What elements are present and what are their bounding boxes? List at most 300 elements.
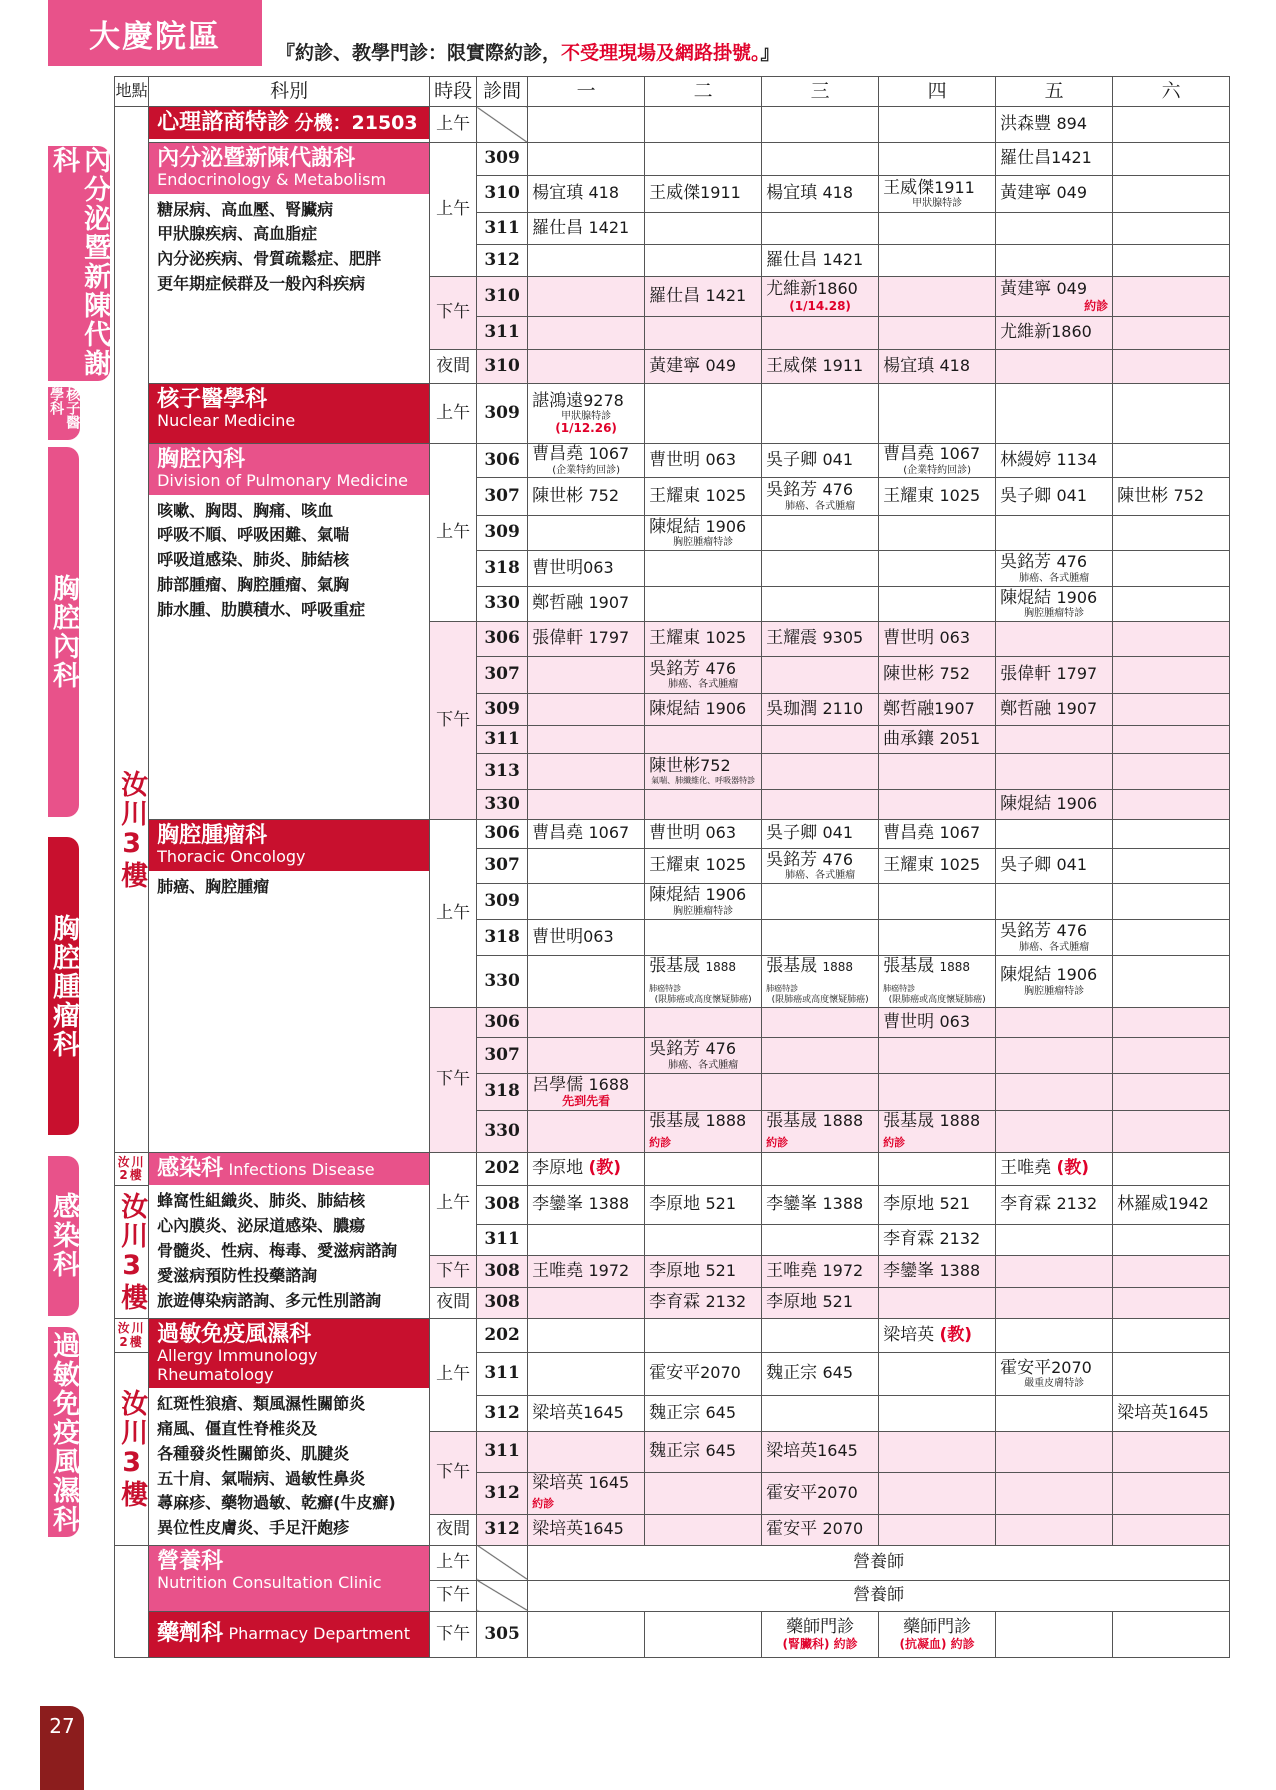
doctor-id: 2132 [705, 1292, 747, 1312]
slot-empty [1113, 884, 1230, 920]
doctor-slot [528, 478, 645, 516]
pharmacist-label: 藥師門診 [786, 1617, 855, 1638]
doctor-id: 1421 [588, 217, 630, 237]
category-endo [48, 143, 115, 384]
slot-empty [879, 1431, 996, 1472]
doctor-slot [762, 444, 879, 478]
schedule-row [48, 820, 1230, 849]
room-cell: 311 [477, 317, 528, 350]
doctor-id: 1421 [822, 249, 864, 269]
doctor-slot [528, 587, 645, 622]
appointment-notice [276, 38, 780, 65]
doctor-name: 王耀東 [883, 855, 935, 876]
doctor-name: 王耀震 [766, 628, 818, 649]
slot-empty [1113, 1110, 1230, 1152]
slot-empty [762, 516, 879, 551]
category-chest [48, 444, 115, 820]
doctor-name: 王耀東 [883, 485, 935, 506]
slot-empty [1113, 1288, 1230, 1319]
doctor-name: 吳銘芳 [766, 849, 818, 870]
header-row [48, 77, 1230, 107]
doctor-slot [879, 478, 996, 516]
floor-label: 汝川3樓 [116, 1389, 148, 1509]
room-cell-empty [477, 1580, 528, 1611]
room-cell: 330 [477, 956, 528, 1008]
doctor-name: 尤維新 [766, 279, 818, 300]
session-cell: 夜間 [430, 350, 477, 384]
dept-endo-title [149, 143, 429, 194]
room-cell: 309 [477, 884, 528, 920]
slot-empty [996, 1256, 1113, 1288]
desc-line: 紅斑性狼瘡、類風濕性關節炎 [157, 1394, 366, 1414]
room-cell: 310 [477, 176, 528, 213]
doctor-slot [645, 277, 762, 317]
dept-oncology-title [149, 820, 429, 871]
slot-empty [879, 1153, 996, 1186]
slot-empty [528, 1431, 645, 1472]
slot-empty [996, 1037, 1113, 1073]
doctor-id: 1972 [822, 1260, 864, 1280]
category-nutrition [48, 1545, 115, 1611]
slot-empty [762, 726, 879, 754]
room-cell: 306 [477, 622, 528, 657]
dept-allergy-title [149, 1319, 429, 1388]
slot-empty [879, 143, 996, 176]
doctor-name: 魏正宗 [649, 1402, 701, 1423]
slot-empty [1113, 1611, 1230, 1657]
note-kidney: (腎臟科) [782, 1636, 830, 1651]
slot-empty [645, 143, 762, 176]
doctor-id: 521 [822, 1292, 854, 1312]
doctor-name: 張基晟 [766, 956, 818, 976]
doctor-name: 李原地 [649, 1194, 701, 1215]
slot-empty [996, 1611, 1113, 1657]
dept-nutrition [149, 1545, 430, 1611]
room-cell: 313 [477, 754, 528, 790]
room-cell: 312 [477, 1472, 528, 1514]
slot-empty [879, 551, 996, 587]
doctor-name: 吳銘芳 [1000, 552, 1052, 573]
doctor-name: 諶鴻遠 [532, 390, 584, 411]
slot-empty [645, 317, 762, 350]
dept-oncology-name: 胸腔腫瘤科 [157, 823, 268, 848]
doctor-name: 霍安平 [766, 1482, 818, 1503]
doctor-slot [762, 694, 879, 726]
doctor-id: 476 [822, 849, 854, 869]
slot-empty [762, 884, 879, 920]
doctor-slot [645, 516, 762, 551]
slot-empty [996, 1395, 1113, 1431]
doctor-slot [762, 849, 879, 884]
doctor-name: 李原地 [532, 1158, 584, 1179]
doctor-name: 李育霖 [1000, 1194, 1052, 1215]
slot-empty [762, 587, 879, 622]
desc-line: 甲狀腺疾病、高血脂症 [157, 224, 318, 244]
dept-nuclear-name: 核子醫學科 [157, 387, 268, 412]
schedule-row [48, 444, 1230, 478]
doctor-slot [762, 820, 879, 849]
doctor-name: 吳珈潤 [766, 698, 818, 719]
doctor-name: 呂學儒 [532, 1074, 584, 1095]
slot-empty [879, 277, 996, 317]
slot-empty [762, 107, 879, 143]
doctor-name: 吳子卿 [766, 823, 818, 844]
doctor-id: 063 [939, 628, 971, 648]
doctor-id: 1388 [588, 1194, 630, 1214]
doctor-id: 1907 [1056, 698, 1098, 718]
desc-line: 五十肩、氣喘病、過敏性鼻炎 [157, 1468, 366, 1488]
doctor-slot [645, 350, 762, 384]
doctor-name: 曹昌堯 [532, 823, 584, 844]
doctor-name: 霍安平 [649, 1363, 701, 1384]
dietitian-slot: 營養師 [528, 1545, 1230, 1580]
session-cell: 下午 [430, 277, 477, 350]
slot-empty [996, 384, 1113, 444]
doctor-slot [762, 1611, 879, 1657]
desc-line: 蕁麻疹、藥物過敏、乾癬(牛皮癬) [157, 1493, 396, 1513]
doctor-note: (企業特約回診) [903, 464, 971, 476]
doctor-name: 王威傑 [883, 177, 935, 198]
day-header-mon: 一 [528, 77, 645, 107]
desc-line: 肺癌、胸腔腫瘤 [157, 876, 270, 896]
slot-empty [1113, 726, 1230, 754]
slot-empty [996, 516, 1113, 551]
session-cell: 上午 [430, 1319, 477, 1432]
slot-empty [996, 350, 1113, 384]
doctor-name: 李原地 [766, 1292, 818, 1313]
doctor-id: 521 [939, 1194, 971, 1214]
desc-line: 骨髓炎、性病、梅毒、愛滋病諮詢 [157, 1240, 398, 1260]
doctor-note: 氣喘、肺纖維化、呼吸器特診 [651, 775, 756, 785]
room-cell: 309 [477, 384, 528, 444]
doctor-id: 1688 [588, 1074, 630, 1094]
doctor-id: 1421 [705, 285, 747, 305]
slot-empty [1113, 622, 1230, 657]
slot-empty [1113, 1431, 1230, 1472]
doctor-id: 1906 [705, 698, 747, 718]
room-cell: 311 [477, 726, 528, 754]
desc-line: 呼吸道感染、肺炎、肺結核 [157, 550, 350, 570]
doctor-name: 李育霖 [649, 1292, 701, 1313]
doctor-slot [645, 820, 762, 849]
doctor-id: 1645 [817, 1441, 858, 1461]
slot-empty [996, 1431, 1113, 1472]
dept-psych-ext: 分機：21503 [294, 112, 418, 134]
category-empty [48, 107, 115, 143]
category-chest-pill: 胸腔內科 [48, 447, 79, 817]
doctor-slot [645, 1288, 762, 1319]
doctor-name: 吳銘芳 [649, 658, 701, 679]
doctor-id: 1025 [939, 485, 981, 505]
room-cell: 312 [477, 245, 528, 277]
slot-empty [645, 1514, 762, 1545]
slot-empty [528, 726, 645, 754]
slot-empty [1113, 277, 1230, 317]
doctor-id: 1911 [700, 183, 741, 203]
doctor-id: 1421 [1051, 148, 1092, 168]
slot-empty [1113, 1514, 1230, 1545]
doctor-note: (企業特約回診) [552, 464, 620, 476]
session-cell: 上午 [430, 1153, 477, 1256]
session-cell: 下午 [430, 1007, 477, 1152]
doctor-slot [996, 790, 1113, 820]
campus-tab: 大慶院區 [48, 0, 262, 66]
doctor-name: 吳銘芳 [649, 1039, 701, 1060]
room-cell: 307 [477, 849, 528, 884]
day-header-sat: 六 [1113, 77, 1230, 107]
doctor-name: 梁培英 [532, 1402, 584, 1423]
slot-empty [645, 1472, 762, 1514]
doctor-slot [996, 143, 1113, 176]
room-cell: 307 [477, 657, 528, 694]
slot-empty [528, 694, 645, 726]
session-header: 時段 [430, 77, 477, 107]
room-cell: 311 [477, 1431, 528, 1472]
doctor-id: 1906 [705, 885, 747, 905]
slot-empty [762, 920, 879, 956]
doctor-slot [1113, 1186, 1230, 1225]
doctor-id: 752 [700, 756, 731, 776]
slot-empty [1113, 176, 1230, 213]
floor-cell [115, 1353, 149, 1546]
doctor-slot [528, 1514, 645, 1545]
slot-empty [645, 587, 762, 622]
slot-empty [879, 1472, 996, 1514]
dept-nuclear-en: Nuclear Medicine [157, 411, 296, 431]
session-cell: 夜間 [430, 1514, 477, 1545]
slot-empty [996, 1288, 1113, 1319]
slot-empty [645, 1007, 762, 1037]
doctor-note: (限肺癌或高度懷疑肺癌) [888, 995, 986, 1006]
category-header-spacer [48, 77, 115, 107]
notice-part-c: 』 [760, 42, 780, 64]
slot-empty [879, 245, 996, 277]
doctor-id: 063 [705, 449, 737, 469]
slot-empty [528, 1225, 645, 1256]
dept-pharmacy [149, 1611, 430, 1657]
doctor-slot [762, 176, 879, 213]
clinic-schedule-table [48, 76, 1230, 1658]
note-appt: 約診 [950, 1636, 975, 1651]
room-cell: 308 [477, 1256, 528, 1288]
dept-allergy-en: Allergy Immunology Rheumatology [157, 1346, 318, 1384]
doctor-note: 嚴重皮膚特診 [1024, 1378, 1085, 1390]
slot-empty [645, 1153, 762, 1186]
doctor-slot [762, 1256, 879, 1288]
room-cell: 318 [477, 1073, 528, 1110]
doctor-slot [528, 920, 645, 956]
doctor-slot [645, 1256, 762, 1288]
dept-chest-title [149, 444, 429, 495]
dept-psych [149, 107, 430, 143]
slot-empty [528, 317, 645, 350]
doctor-slot [528, 444, 645, 478]
doctor-note: 約診 [649, 1135, 672, 1149]
dept-endo [149, 143, 430, 384]
dept-psych-name: 心理諮商特診 [157, 110, 290, 135]
slot-empty [528, 1288, 645, 1319]
doctor-name: 黃建寧 [1000, 279, 1052, 300]
floor-cell [115, 1186, 149, 1319]
slot-empty [1113, 1472, 1230, 1514]
doctor-note: (1/14.28) [789, 298, 851, 313]
slot-empty [1113, 1007, 1230, 1037]
slot-empty [762, 1225, 879, 1256]
doctor-note: 約診 [766, 1135, 789, 1149]
dept-endo-en: Endocrinology & Metabolism [157, 170, 387, 190]
doctor-id: 1906 [705, 516, 747, 536]
doctor-name: 曹世明 [532, 926, 584, 947]
doctor-slot [528, 213, 645, 245]
doctor-id: 1888 [939, 960, 971, 974]
doctor-slot [645, 754, 762, 790]
floor-label: 汝川2樓 [117, 1154, 146, 1183]
desc-line: 肺部腫瘤、胸腔腫瘤、氣胸 [157, 575, 350, 595]
doctor-id: 521 [705, 1194, 737, 1214]
doctor-id: 063 [705, 823, 737, 843]
slot-empty [762, 384, 879, 444]
floor-label: 汝川3樓 [116, 1192, 148, 1313]
room-header: 診間 [477, 77, 528, 107]
doctor-slot [762, 1472, 879, 1514]
doctor-name: 林羅威 [1117, 1194, 1169, 1215]
doctor-name: 王耀東 [649, 485, 701, 506]
room-cell: 312 [477, 1514, 528, 1545]
doctor-id: 645 [705, 1441, 737, 1461]
doctor-note: 肺癌、各式腫瘤 [668, 679, 739, 691]
slot-empty [645, 1073, 762, 1110]
session-cell: 上午 [430, 107, 477, 143]
doctor-slot [996, 1153, 1113, 1186]
doctor-slot [879, 1186, 996, 1225]
doctor-id: 049 [1056, 183, 1088, 203]
doctor-note: 肺癌、各式腫瘤 [668, 1059, 739, 1071]
doctor-name: 魏正宗 [766, 1363, 818, 1384]
dept-oncology [149, 820, 430, 1153]
slot-empty [762, 754, 879, 790]
session-cell: 上午 [430, 820, 477, 1008]
slot-empty [528, 956, 645, 1008]
slot-empty [528, 849, 645, 884]
doctor-name: 鄭哲融 [883, 698, 935, 719]
slot-empty [1113, 587, 1230, 622]
doctor-note: 先到先看 [562, 1094, 611, 1109]
doctor-id: 1906 [1056, 965, 1098, 985]
room-cell: 312 [477, 1395, 528, 1431]
doctor-id: 2132 [939, 1229, 981, 1249]
doctor-note: 約診 [532, 1497, 555, 1511]
slot-empty [996, 820, 1113, 849]
doctor-slot [1113, 1395, 1230, 1431]
category-endo-pill: 內分泌暨新陳代謝科 [48, 146, 110, 381]
slot-empty [1113, 350, 1230, 384]
doctor-note: 約診 [1084, 298, 1109, 313]
slot-empty [645, 726, 762, 754]
doctor-id: 2110 [822, 698, 864, 718]
doctor-id: 063 [583, 557, 614, 577]
doctor-name: 曲承鑲 [883, 728, 935, 749]
doctor-id: 1645 [583, 1402, 624, 1422]
slot-empty [996, 1110, 1113, 1152]
slot-empty [996, 754, 1113, 790]
doctor-note: (教) [1056, 1158, 1090, 1179]
doctor-slot [879, 726, 996, 754]
desc-line: 痛風、僵直性脊椎炎及 [157, 1418, 318, 1438]
doctor-slot [762, 478, 879, 516]
dept-chest-desc [149, 495, 429, 627]
doctor-id: 2070 [817, 1482, 858, 1502]
slot-empty [528, 1007, 645, 1037]
slot-empty [762, 1319, 879, 1353]
dept-infection-desc [149, 1185, 429, 1317]
doctor-id: 521 [705, 1260, 737, 1280]
doctor-id: 1906 [1056, 793, 1098, 813]
doctor-name: 尤維新 [1000, 322, 1052, 343]
doctor-note: 甲狀腺特診 [561, 411, 612, 423]
room-cell: 305 [477, 1611, 528, 1657]
doctor-slot [996, 956, 1113, 1008]
desc-line: 蜂窩性組織炎、肺炎、肺結核 [157, 1191, 366, 1211]
session-cell: 下午 [430, 1611, 477, 1657]
floor-cell [115, 107, 149, 1153]
doctor-name: 黃建寧 [1000, 183, 1052, 204]
doctor-name: 吳子卿 [766, 449, 818, 470]
doctor-id: 1645 [1168, 1402, 1209, 1422]
doctor-id: 645 [705, 1402, 737, 1422]
slot-empty [996, 245, 1113, 277]
slot-empty [645, 213, 762, 245]
doctor-name: 張偉軒 [532, 628, 584, 649]
doctor-id: 1888 [822, 1110, 864, 1130]
category-oncology-pill: 胸腔腫瘤科 [48, 837, 79, 1135]
doctor-slot [762, 622, 879, 657]
doctor-slot [645, 657, 762, 694]
slot-empty [762, 551, 879, 587]
slot-empty [879, 754, 996, 790]
doctor-slot [879, 1319, 996, 1353]
desc-line: 愛滋病預防性投藥諮詢 [157, 1265, 318, 1285]
doctor-id: 476 [822, 480, 854, 500]
dept-pharmacy-name: 藥劑科 [157, 1621, 224, 1647]
doctor-slot [879, 849, 996, 884]
slot-empty [1113, 317, 1230, 350]
doctor-name: 陳世彬 [649, 756, 701, 777]
doctor-slot [996, 176, 1113, 213]
doctor-id: 1797 [1056, 664, 1098, 684]
doctor-id: 1645 [588, 1472, 630, 1492]
room-cell: 308 [477, 1288, 528, 1319]
category-oncology [48, 820, 115, 1153]
doctor-name: 羅仕昌 [766, 249, 818, 270]
doctor-id: 049 [705, 355, 737, 375]
slot-empty [1113, 551, 1230, 587]
doctor-name: 楊宜瑱 [766, 183, 818, 204]
doctor-note: (教) [939, 1324, 973, 1345]
desc-line: 咳嗽、胸悶、胸痛、咳血 [157, 500, 334, 520]
doctor-slot [528, 1256, 645, 1288]
room-cell: 309 [477, 143, 528, 176]
doctor-slot [879, 820, 996, 849]
doctor-note [883, 1638, 991, 1651]
doctor-name: 張基晟 [883, 956, 935, 976]
doctor-name: 魏正宗 [649, 1441, 701, 1462]
room-cell: 311 [477, 1353, 528, 1396]
slot-empty [996, 1073, 1113, 1110]
day-header-tue: 二 [645, 77, 762, 107]
doctor-id: 752 [1173, 485, 1205, 505]
doctor-slot [645, 849, 762, 884]
doctor-name: 曹昌堯 [532, 444, 584, 465]
